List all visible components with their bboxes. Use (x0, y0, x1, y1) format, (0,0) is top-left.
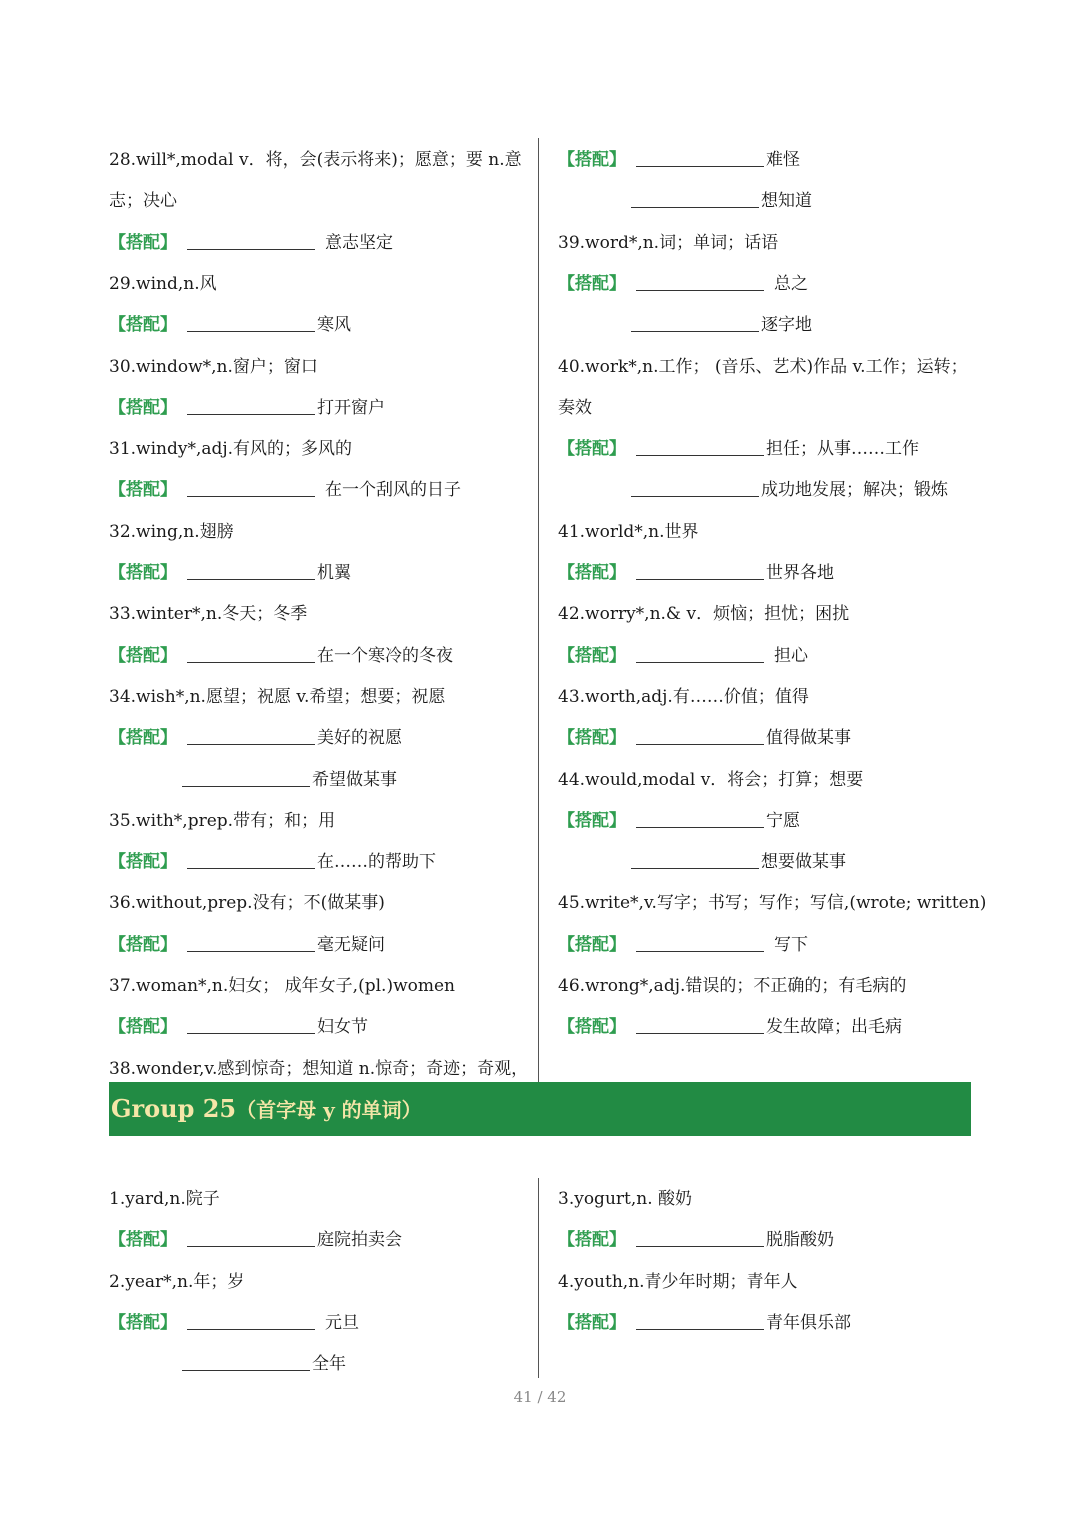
vocab-entry: 37.woman*,n.妇女； 成年女子,(pl.)women (109, 976, 455, 996)
vocab-entry: 31.windy*,adj.有风的；多风的 (109, 439, 353, 460)
collocation-line (109, 1312, 359, 1334)
collocation-meaning: 世界各地 (766, 563, 834, 583)
vocab-entry: 43.worth,adj.有……价值；值得 (558, 686, 809, 707)
page-number: 41 / 42 (513, 1388, 567, 1406)
collocation-tag: 【搭配】 (558, 934, 626, 955)
collocation-tag: 【搭配】 (109, 480, 177, 501)
collocation-meaning: 打开窗户 (317, 397, 385, 418)
collocation-line (109, 769, 397, 791)
answer-blank[interactable] (636, 1016, 764, 1034)
vocab-entry: 34.wish*,n.愿望；祝愿 v.希望；想要；祝愿 (109, 686, 446, 707)
answer-blank[interactable] (187, 397, 315, 415)
answer-blank[interactable] (187, 1016, 315, 1034)
collocation-tag: 【搭配】 (558, 273, 626, 294)
answer-blank[interactable] (636, 273, 764, 291)
vocab-entry: 3.yogurt,n. 酸奶 (558, 1189, 693, 1209)
collocation-tag: 【搭配】 (109, 1017, 177, 1038)
answer-blank[interactable] (187, 727, 315, 745)
vocab-entry: 奏效 (558, 397, 592, 418)
vocab-entry: 39.word*,n.词；单词；话语 (558, 232, 779, 253)
collocation-line (558, 149, 800, 171)
answer-blank[interactable] (636, 1229, 764, 1247)
answer-blank[interactable] (182, 769, 310, 787)
collocation-meaning: 在……的帮助下 (317, 852, 436, 873)
collocation-line (558, 438, 919, 460)
collocation-meaning: 庭院拍卖会 (317, 1230, 402, 1251)
vocab-entry: 29.wind,n.风 (109, 273, 217, 294)
collocation-meaning: 成功地发展；解决；锻炼 (761, 480, 948, 501)
collocation-meaning: 值得做某事 (766, 728, 851, 749)
vocab-entry: 36.without,prep.没有；不(做某事) (109, 893, 385, 914)
answer-blank[interactable] (636, 727, 764, 745)
collocation-meaning: 全年 (312, 1354, 346, 1375)
vocab-entry: 46.wrong*,adj.错误的；不正确的；有毛病的 (558, 976, 907, 996)
collocation-meaning: 元旦 (325, 1312, 359, 1333)
vocab-entry: 44.would,modal v．将会；打算；想要 (558, 769, 864, 790)
vocab-entry: 28.will*,modal v．将，会(表示将来)；愿意；要 n.意 (109, 150, 522, 170)
group-heading-banner (109, 1082, 971, 1136)
answer-blank[interactable] (187, 1229, 315, 1247)
vocab-entry: 2.year*,n.年；岁 (109, 1271, 245, 1292)
collocation-line (558, 645, 808, 667)
collocation-tag: 【搭配】 (109, 1230, 177, 1251)
collocation-line (558, 1016, 902, 1038)
answer-blank[interactable] (636, 810, 764, 828)
collocation-meaning: 脱脂酸奶 (766, 1230, 834, 1251)
answer-blank[interactable] (631, 851, 759, 869)
collocation-line (109, 727, 402, 749)
answer-blank[interactable] (187, 232, 315, 250)
collocation-line (558, 1229, 834, 1251)
vocab-entry: 4.youth,n.青少年时期；青年人 (558, 1271, 798, 1292)
collocation-line (558, 562, 834, 584)
answer-blank[interactable] (187, 314, 315, 332)
collocation-line (109, 645, 453, 667)
collocation-tag: 【搭配】 (109, 728, 177, 749)
collocation-meaning: 希望做某事 (312, 769, 397, 790)
answer-blank[interactable] (187, 1312, 315, 1330)
collocation-line (558, 727, 851, 749)
group-title: Group 25 (111, 1094, 237, 1123)
vocab-entry: 1.yard,n.院子 (109, 1189, 220, 1209)
answer-blank[interactable] (636, 645, 764, 663)
collocation-line (109, 397, 385, 419)
collocation-meaning: 在一个刮风的日子 (325, 480, 461, 501)
collocation-tag: 【搭配】 (558, 1312, 626, 1333)
collocation-tag: 【搭配】 (558, 645, 626, 666)
answer-blank[interactable] (187, 851, 315, 869)
answer-blank[interactable] (187, 562, 315, 580)
vocab-entry: 42.worry*,n.& v．烦恼；担忧；困扰 (558, 604, 850, 625)
collocation-tag: 【搭配】 (558, 1230, 626, 1251)
collocation-tag: 【搭配】 (109, 1312, 177, 1333)
collocation-tag: 【搭配】 (109, 315, 177, 336)
answer-blank[interactable] (187, 479, 315, 497)
answer-blank[interactable] (636, 149, 764, 167)
collocation-tag: 【搭配】 (109, 563, 177, 583)
collocation-line (109, 232, 393, 254)
collocation-meaning: 机翼 (317, 563, 351, 583)
collocation-line (558, 479, 948, 501)
collocation-meaning: 逐字地 (761, 315, 812, 336)
collocation-meaning: 想知道 (761, 191, 812, 212)
collocation-meaning: 写下 (774, 934, 808, 955)
collocation-meaning: 意志坚定 (325, 232, 393, 253)
collocation-meaning: 毫无疑问 (317, 934, 385, 955)
collocation-tag: 【搭配】 (558, 439, 626, 460)
collocation-meaning: 在一个寒冷的冬夜 (317, 645, 453, 666)
collocation-tag: 【搭配】 (558, 810, 626, 831)
answer-blank[interactable] (187, 934, 315, 952)
answer-blank[interactable] (636, 562, 764, 580)
vocab-entry: 32.wing,n.翅膀 (109, 521, 234, 542)
answer-blank[interactable] (636, 934, 764, 952)
answer-blank[interactable] (631, 190, 759, 208)
collocation-meaning: 寒风 (317, 315, 351, 336)
collocation-tag: 【搭配】 (558, 1017, 626, 1038)
collocation-meaning: 青年俱乐部 (766, 1312, 851, 1333)
collocation-line (558, 810, 800, 832)
vocab-entry: 30.window*,n.窗户；窗口 (109, 356, 318, 377)
collocation-line (558, 314, 812, 336)
collocation-line (558, 190, 812, 212)
collocation-tag: 【搭配】 (109, 934, 177, 955)
collocation-meaning: 美好的祝愿 (317, 728, 402, 749)
vocab-entry: 45.write*,v.写字；书写；写作；写信,(wrote; written) (558, 893, 987, 914)
answer-blank[interactable] (631, 314, 759, 332)
column-divider-lower (538, 1178, 539, 1378)
collocation-line (109, 1353, 346, 1375)
vocab-entry: 志；决心 (109, 191, 177, 212)
collocation-meaning: 总之 (774, 273, 808, 294)
collocation-line (109, 1229, 402, 1251)
collocation-line (109, 479, 461, 501)
collocation-line (109, 562, 351, 584)
collocation-tag: 【搭配】 (109, 397, 177, 418)
collocation-line (558, 1312, 851, 1334)
answer-blank[interactable] (636, 1312, 764, 1330)
group-subtitle: （首字母 y 的单词） (236, 1098, 422, 1122)
collocation-tag: 【搭配】 (109, 232, 177, 253)
collocation-line (109, 934, 385, 956)
collocation-line (109, 1016, 368, 1038)
collocation-tag: 【搭配】 (558, 150, 626, 170)
collocation-meaning: 发生故障；出毛病 (766, 1017, 902, 1038)
answer-blank[interactable] (636, 438, 764, 456)
collocation-tag: 【搭配】 (109, 852, 177, 873)
collocation-line (558, 851, 846, 873)
collocation-line (558, 934, 808, 956)
collocation-tag: 【搭配】 (558, 563, 626, 583)
collocation-meaning: 宁愿 (766, 810, 800, 831)
vocab-entry: 35.with*,prep.带有；和；用 (109, 810, 336, 831)
vocab-entry: 40.work*,n.工作； (音乐、艺术)作品 v.工作；运转； (558, 356, 968, 377)
vocab-entry: 33.winter*,n.冬天；冬季 (109, 604, 308, 625)
collocation-meaning: 妇女节 (317, 1017, 368, 1038)
collocation-line (558, 273, 808, 295)
vocab-entry: 38.wonder,v.感到惊奇；想知道 n.惊奇；奇迹；奇观， (109, 1058, 529, 1079)
collocation-meaning: 担任；从事……工作 (766, 439, 919, 460)
collocation-line (109, 851, 436, 873)
answer-blank[interactable] (182, 1353, 310, 1371)
collocation-meaning: 担心 (774, 645, 808, 666)
collocation-meaning: 难怪 (766, 150, 800, 170)
collocation-line (109, 314, 351, 336)
answer-blank[interactable] (187, 645, 315, 663)
vocab-entry: 41.world*,n.世界 (558, 521, 699, 542)
collocation-tag: 【搭配】 (109, 645, 177, 666)
collocation-tag: 【搭配】 (558, 728, 626, 749)
column-divider-upper (538, 138, 539, 1082)
collocation-meaning: 想要做某事 (761, 852, 846, 873)
answer-blank[interactable] (631, 479, 759, 497)
